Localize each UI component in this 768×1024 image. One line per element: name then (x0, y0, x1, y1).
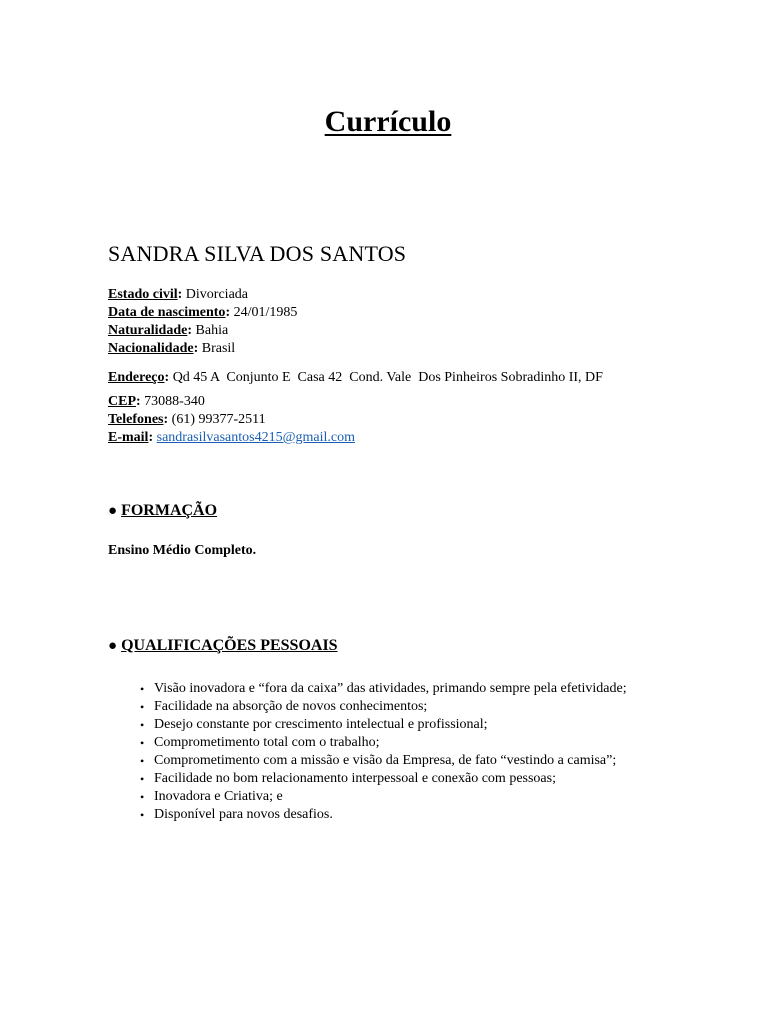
endereco-label: Endereço (108, 370, 165, 385)
telefones-label: Telefones (108, 412, 164, 427)
document-title: Currículo (324, 105, 452, 138)
list-item: • Inovadora e Criativa; e (140, 789, 283, 804)
bullet-icon: • (140, 736, 145, 750)
qualificacoes-heading (108, 636, 338, 656)
bullet-icon: • (140, 808, 145, 822)
list-item: • Facilidade no bom relacionamento interpessoal e conexão com pessoas; (140, 771, 556, 786)
telefones-line: Telefones: (61) 99377-2511 (108, 412, 266, 427)
nacionalidade-label: Nacionalidade (108, 341, 194, 356)
nacionalidade-value: Brasil (201, 341, 236, 356)
cep-value: 73088-340 (144, 394, 205, 409)
data-nascimento-label: Data de nascimento (108, 305, 226, 320)
bullet-icon: • (140, 772, 145, 786)
bullet-icon: • (140, 790, 145, 804)
formacao-heading-text: FORMAÇÃO (121, 502, 218, 519)
cep-line: CEP: 73088-340 (108, 394, 205, 409)
list-item: • Comprometimento total com o trabalho; (140, 735, 380, 750)
formacao-text: Ensino Médio Completo. (108, 543, 257, 558)
email-label: E-mail (108, 430, 149, 445)
bullet-icon: ● (108, 638, 118, 654)
naturalidade-label: Naturalidade (108, 323, 188, 338)
address-block (108, 369, 603, 387)
naturalidade-value: Bahia (195, 323, 229, 338)
list-item: • Comprometimento com a missão e visão da Empresa, de fato “vestindo a camisa”; (140, 753, 617, 768)
list-item: • Visão inovadora e “fora da caixa” das atividades, primando sempre pela efetividade; (140, 681, 627, 696)
list-item: • Facilidade na absorção de novos conhecimentos; (140, 699, 428, 714)
endereco-value: Qd 45 A Conjunto E Casa 42 Cond. Vale Dos Pinheiros Sobradinho II, DF (172, 370, 603, 385)
formacao-heading (108, 501, 217, 521)
email-line: E-mail: sandrasilvasantos4215@gmail.com (108, 430, 355, 445)
candidate-name: SANDRA SILVA DOS SANTOS (108, 241, 407, 266)
naturalidade-line: Naturalidade: Bahia (108, 323, 229, 338)
estado-civil-label: Estado civil (108, 287, 178, 302)
bullet-icon: • (140, 700, 145, 714)
qualificacoes-heading-text: QUALIFICAÇÕES PESSOAIS (121, 637, 338, 654)
nacionalidade-line: Nacionalidade: Brasil (108, 341, 236, 356)
cep-label: CEP (108, 394, 136, 409)
bullet-icon: • (140, 754, 145, 768)
list-item: • Desejo constante por crescimento intelectual e profissional; (140, 717, 488, 732)
email-link[interactable]: sandrasilvasantos4215@gmail.com (156, 430, 355, 445)
estado-civil-line: Estado civil: Divorciada (108, 287, 248, 302)
data-nascimento-value: 24/01/1985 (233, 305, 298, 320)
personal-info (108, 286, 297, 358)
data-nascimento-line: Data de nascimento: 24/01/1985 (108, 305, 298, 320)
bullet-icon: • (140, 718, 145, 732)
telefones-value: (61) 99377-2511 (171, 412, 266, 427)
list-item: • Disponível para novos desafios. (140, 807, 333, 822)
bullet-icon: • (140, 682, 145, 696)
qualificacoes-list (140, 680, 658, 824)
bullet-icon: ● (108, 503, 118, 519)
estado-civil-value: Divorciada (185, 287, 248, 302)
contact-info (108, 393, 355, 447)
endereco-line: Endereço: Qd 45 A Conjunto E Casa 42 Cond. Vale Dos Pinheiros Sobradinho II, DF (108, 370, 603, 385)
